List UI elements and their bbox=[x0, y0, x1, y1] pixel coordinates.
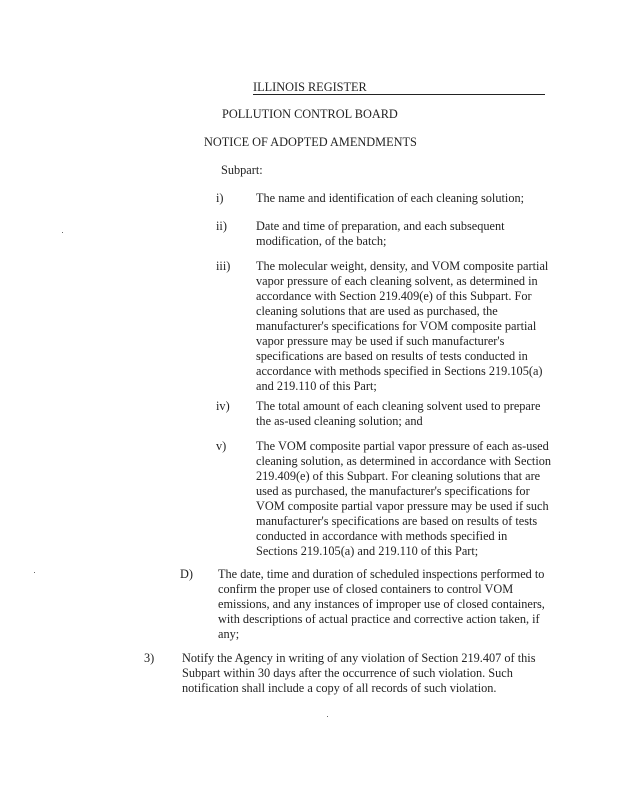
item-text-line: the as-used cleaning solution; and bbox=[256, 414, 423, 428]
item-text-line: and 219.110 of this Part; bbox=[256, 379, 377, 393]
item-text-line: accordance with methods specified in Sections 219.105(a) bbox=[256, 364, 543, 378]
item-label: D) bbox=[180, 567, 193, 581]
item-text-line: specifications are based on results of tests conducted in bbox=[256, 349, 528, 363]
item-label: iii) bbox=[216, 259, 231, 273]
item-text-line: used as purchased, the manufacturer's specifications for bbox=[256, 484, 530, 498]
item-text-line: emissions, and any instances of improper use of closed containers, bbox=[218, 597, 545, 611]
item-text-line: modification, of the batch; bbox=[256, 234, 387, 248]
item-text-line: The date, time and duration of scheduled inspections performed to bbox=[218, 567, 545, 581]
item-text-line: Notify the Agency in writing of any violation of Section 219.407 of this bbox=[182, 651, 536, 665]
item-text-line: notification shall include a copy of all records of such violation. bbox=[182, 681, 497, 695]
item-text-line: any; bbox=[218, 627, 240, 641]
item-text-line: The name and identification of each cleaning solution; bbox=[256, 191, 525, 205]
register-title: ILLINOIS REGISTER bbox=[253, 80, 367, 94]
item-text-line: with descriptions of actual practice and corrective action taken, if bbox=[218, 612, 540, 626]
item-text-line: accordance with Section 219.409(e) of this Subpart. For bbox=[256, 289, 532, 303]
item-text-line: The molecular weight, density, and VOM composite partial bbox=[256, 259, 549, 273]
item-text-line: vapor pressure may be used if such manufacturer's bbox=[256, 334, 505, 348]
item-text-line: Sections 219.105(a) and 219.110 of this Part; bbox=[256, 544, 479, 558]
item-text-line: conducted in accordance with methods specified in bbox=[256, 529, 508, 543]
item-text-line: cleaning solutions that are used as purchased, the bbox=[256, 304, 498, 318]
item-text-line: Date and time of preparation, and each subsequent bbox=[256, 219, 505, 233]
scan-speck bbox=[62, 232, 63, 233]
scan-speck bbox=[327, 716, 328, 717]
scan-speck bbox=[34, 572, 35, 573]
item-text-line: confirm the proper use of closed containers to control VOM bbox=[218, 582, 514, 596]
item-text-line: manufacturer's specifications are based on results of tests bbox=[256, 514, 538, 528]
item-label: 3) bbox=[144, 651, 155, 665]
item-label: ii) bbox=[216, 219, 227, 233]
item-label: i) bbox=[216, 191, 224, 205]
item-text-line: Subpart within 30 days after the occurrence of such violation. Such bbox=[182, 666, 513, 680]
register-header bbox=[253, 80, 545, 95]
item-text-line: VOM composite partial vapor pressure may be used if such bbox=[256, 499, 549, 513]
item-text-line: The VOM composite partial vapor pressure of each as-used bbox=[256, 439, 549, 453]
subpart-label: Subpart: bbox=[221, 163, 263, 177]
item-text-line: manufacturer's specifications for VOM composite partial bbox=[256, 319, 537, 333]
item-text-line: vapor pressure of each cleaning solvent, as determined in bbox=[256, 274, 538, 288]
item-text-line: 219.409(e) of this Subpart. For cleaning solutions that are bbox=[256, 469, 541, 483]
item-text-line: The total amount of each cleaning solvent used to prepare bbox=[256, 399, 541, 413]
item-text-line: cleaning solution, as determined in accordance with Section bbox=[256, 454, 552, 468]
item-label: v) bbox=[216, 439, 227, 453]
item-label: iv) bbox=[216, 399, 230, 413]
notice-title: NOTICE OF ADOPTED AMENDMENTS bbox=[204, 135, 417, 149]
board-name: POLLUTION CONTROL BOARD bbox=[222, 107, 398, 121]
